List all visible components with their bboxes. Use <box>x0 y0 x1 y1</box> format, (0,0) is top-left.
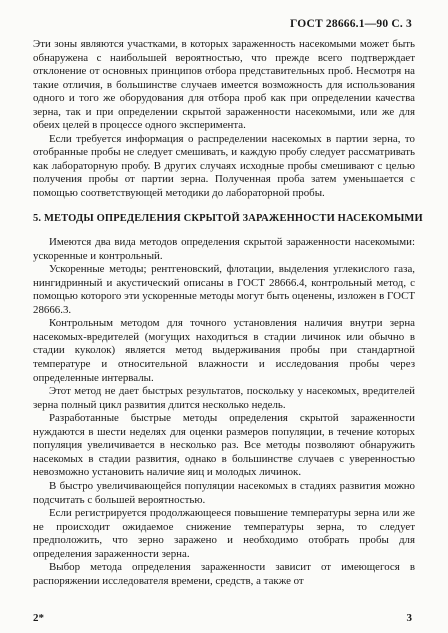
page-number: 3 <box>406 612 412 624</box>
section-heading: 5. МЕТОДЫ ОПРЕДЕЛЕНИЯ СКРЫТОЙ ЗАРАЖЕННОСТИ НАСЕКОМЫМИ <box>33 212 423 224</box>
section-paragraph: Ускоренные методы; рентгеновский, флотации, выделения углекислого газа, нингидринный и акустический описаны в ГОСТ 28666.4, контрольный метод, с помощью которого эти ускоренные методы могут быть оценены, изложен в ГОСТ 28666.3. <box>33 263 415 316</box>
body-paragraph: Если требуется информация о распределении насекомых в партии зерна, то отобранные пробы не следует смешивать, и каждую пробу следует рассматривать как лабораторную пробу. В других случаях исходные пробы смешивают с целью получения пробы от партии зерна. Полученная проба затем уменьшается с помощью соответствующей методики до лабораторной пробы. <box>33 132 415 200</box>
section-paragraph: Если регистрируется продолжающееся повышение температуры зерна или же не происходит ожидаемое снижение температуры зерна, то следует предположить, что зерно заражено и необходимо отобрать пробы для определения зараженности зерна. <box>33 507 415 560</box>
section-paragraph: Разработанные быстрые методы определения скрытой зараженности нуждаются в шести неделях для оценки размеров популяции, в течение которых популяция увеличивается в несколько раз. Все методы позволяют обнаружить насекомых в стадии развития, однако в большинстве случаев с уверенностью невозможно установить наличие яиц и молодых личинок. <box>33 412 415 479</box>
body-paragraph: Эти зоны являются участками, в которых зараженность насекомыми может быть обнаружена с наибольшей вероятностью, что прежде всего подтверждает отклонение от основных принципов отбора представительных проб. Несмотря на такие отличия, в большинстве случаев имеется возможность для использования одного и того же оборудования для отбора проб как при определении качества зерна, так и при определении скрытой зараженности насекомыми, или же для обеих целей в процессе одного эксперимента. <box>33 38 415 132</box>
section-paragraph: Этот метод не дает быстрых результатов, поскольку у насекомых, вредителей зерна полный цикл развития длится несколько недель. <box>33 385 415 411</box>
page-header-standard: ГОСТ 28666.1—90 С. 3 <box>289 18 412 30</box>
section-paragraph: Выбор метода определения зараженности зависит от имеющегося в распоряжении исследователя времени, средств, а также от <box>33 561 415 587</box>
page-body <box>33 38 423 588</box>
section-paragraph: Имеются два вида методов определения скрытой зараженности насекомыми: ускоренные и контрольный. <box>33 236 415 262</box>
signature-mark: 2* <box>33 612 44 624</box>
section-paragraph: Контрольным методом для точного установления наличия внутри зерна насекомых-вредителей (могущих находиться в стадии личинок или обычно в стадии куколок) является метод выдерживания пробы при стандартной температуре и относительной влажности и исследования пробы через определенные интервалы. <box>33 317 415 384</box>
section-paragraph: В быстро увеличивающейся популяции насекомых в стадиях развития можно подсчитать с большей вероятностью. <box>33 479 415 506</box>
